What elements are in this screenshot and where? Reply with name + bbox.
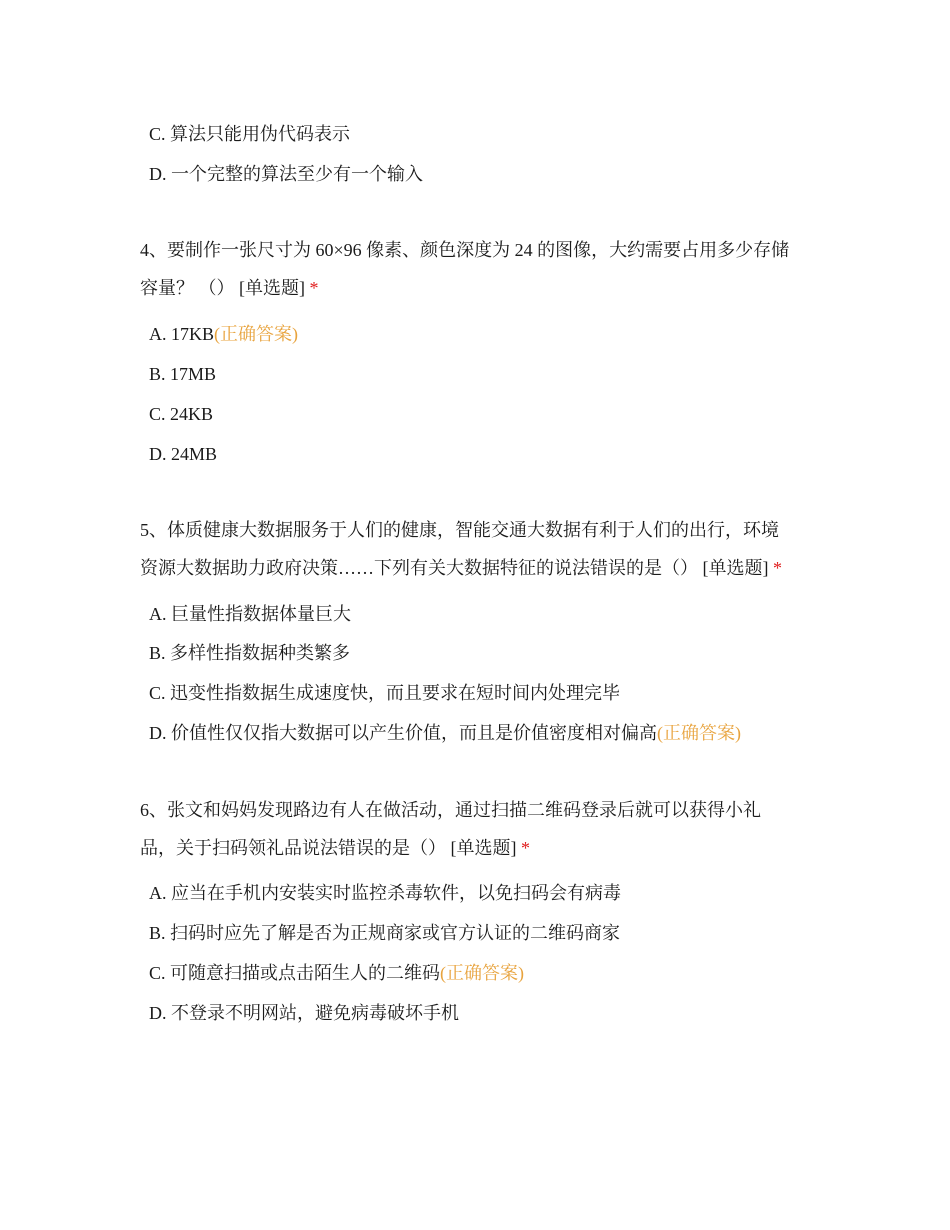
option-text: A. 17KB [149,324,215,344]
option-text: C. 可随意扫描或点击陌生人的二维码 [149,963,441,983]
option-q6-c [149,961,524,985]
question-text: 容量？ （） [单选题] [140,278,310,298]
question-6-stem-line-1 [140,798,761,822]
option-prev-d [149,162,423,186]
option-q4-b [149,362,216,386]
option-text: B. 扫码时应先了解是否为正规商家或官方认证的二维码商家 [149,923,621,943]
correct-answer-tag: (正确答案) [214,324,299,344]
option-q4-d [149,442,217,466]
question-text: 6、张文和妈妈发现路边有人在做活动，通过扫描二维码登录后就可以获得小礼 [140,800,761,820]
correct-answer-tag: (正确答案) [440,963,525,983]
option-q5-d [149,721,741,745]
question-4-stem-line-2 [140,276,319,300]
required-mark: * [521,838,530,858]
option-text: A. 应当在手机内安装实时监控杀毒软件，以免扫码会有病毒 [149,883,621,903]
question-text: 4、要制作一张尺寸为 60×96 像素、颜色深度为 24 的图像，大约需要占用多少存储 [140,240,790,260]
option-q6-d [149,1001,459,1025]
option-q4-a [149,322,298,346]
question-4-stem-line-1 [140,238,789,262]
option-q6-a [149,881,621,905]
question-6-stem-line-2 [140,836,530,860]
option-text: D. 价值性仅仅指大数据可以产生价值，而且是价值密度相对偏高 [149,723,657,743]
option-q5-a [149,602,351,626]
option-q4-c [149,402,213,426]
option-text: B. 多样性指数据种类繁多 [149,643,351,663]
required-mark: * [773,558,782,578]
option-q5-c [149,681,620,705]
question-text: 品，关于扫码领礼品说法错误的是（） [单选题] [140,838,521,858]
option-prev-c [149,122,350,146]
option-text: C. 迅变性指数据生成速度快，而且要求在短时间内处理完毕 [149,683,621,703]
option-text: D. 24MB [149,444,218,464]
option-text: C. 24KB [149,404,214,424]
option-q6-b [149,921,620,945]
option-text: B. 17MB [149,364,217,384]
question-5-stem-line-1 [140,518,779,542]
question-text: 5、体质健康大数据服务于人们的健康，智能交通大数据有利于人们的出行，环境 [140,520,779,540]
question-5-stem-line-2 [140,556,782,580]
option-text: D. 不登录不明网站，避免病毒破坏手机 [149,1003,459,1023]
option-text: C. 算法只能用伪代码表示 [149,124,351,144]
question-text: 资源大数据助力政府决策……下列有关大数据特征的说法错误的是（） [单选题] [140,558,773,578]
option-text: D. 一个完整的算法至少有一个输入 [149,164,423,184]
required-mark: * [309,278,319,298]
option-text: A. 巨量性指数据体量巨大 [149,604,351,624]
correct-answer-tag: (正确答案) [657,723,741,743]
option-q5-b [149,641,350,665]
